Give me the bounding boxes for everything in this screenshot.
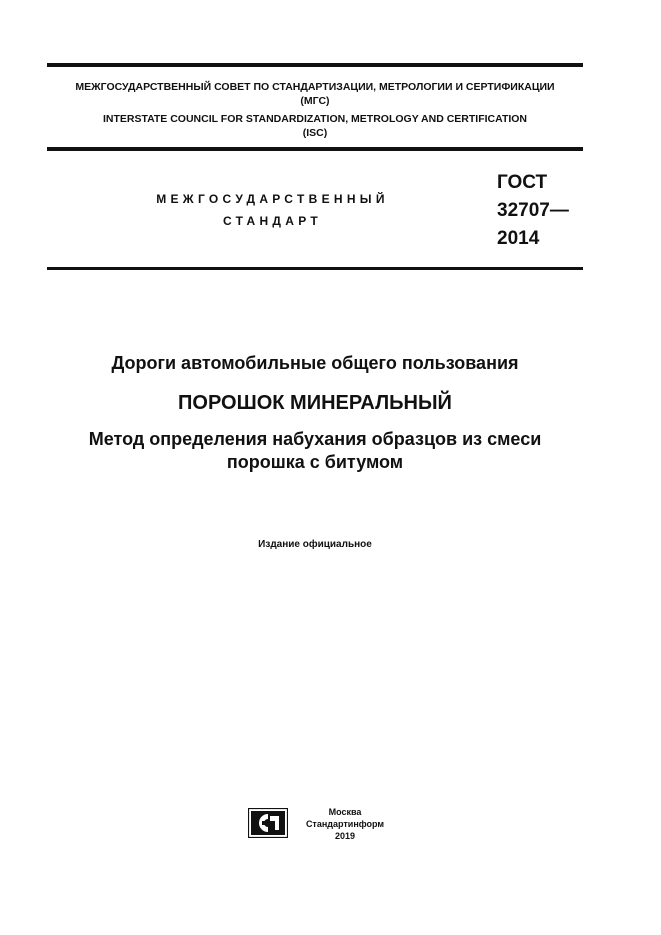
title-method bbox=[47, 428, 583, 474]
standard-type-line1: МЕЖГОСУДАРСТВЕННЫЙ bbox=[156, 192, 389, 206]
title-method-line1: Метод определения набухания образцов из смеси bbox=[88, 429, 542, 449]
publisher-city: Москва bbox=[328, 807, 362, 817]
gost-prefix: ГОСТ bbox=[497, 172, 548, 193]
gost-number: 32707— bbox=[497, 200, 569, 221]
publisher-block bbox=[305, 806, 385, 842]
council-ru-name: МЕЖГОСУДАРСТВЕННЫЙ СОВЕТ ПО СТАНДАРТИЗАЦИИ, МЕТРОЛОГИИ И СЕРТИФИКАЦИИ bbox=[75, 81, 555, 93]
publisher-name: Стандартинформ bbox=[305, 819, 385, 829]
title-subject: ПОРОШОК МИНЕРАЛЬНЫЙ bbox=[178, 392, 452, 414]
standard-type-label bbox=[120, 188, 425, 232]
publisher-year: 2019 bbox=[334, 831, 356, 841]
header-bottom-rule bbox=[47, 267, 583, 270]
council-bottom-rule bbox=[47, 147, 583, 151]
top-rule bbox=[47, 63, 583, 67]
gost-designation bbox=[497, 169, 569, 253]
title-method-line2: порошка с битумом bbox=[226, 452, 404, 472]
title-scope: Дороги автомобильные общего пользования bbox=[111, 353, 519, 373]
council-block bbox=[47, 80, 583, 140]
standard-type-line2: СТАНДАРТ bbox=[222, 214, 323, 228]
edition-label: Издание официальное bbox=[258, 539, 372, 550]
gost-year: 2014 bbox=[497, 228, 540, 249]
council-ru-abbr: (МГС) bbox=[300, 95, 330, 107]
standartinform-logo-icon bbox=[248, 808, 288, 838]
council-en-abbr: (ISC) bbox=[302, 127, 328, 139]
council-en-name: INTERSTATE COUNCIL FOR STANDARDIZATION, METROLOGY AND CERTIFICATION bbox=[102, 113, 528, 125]
